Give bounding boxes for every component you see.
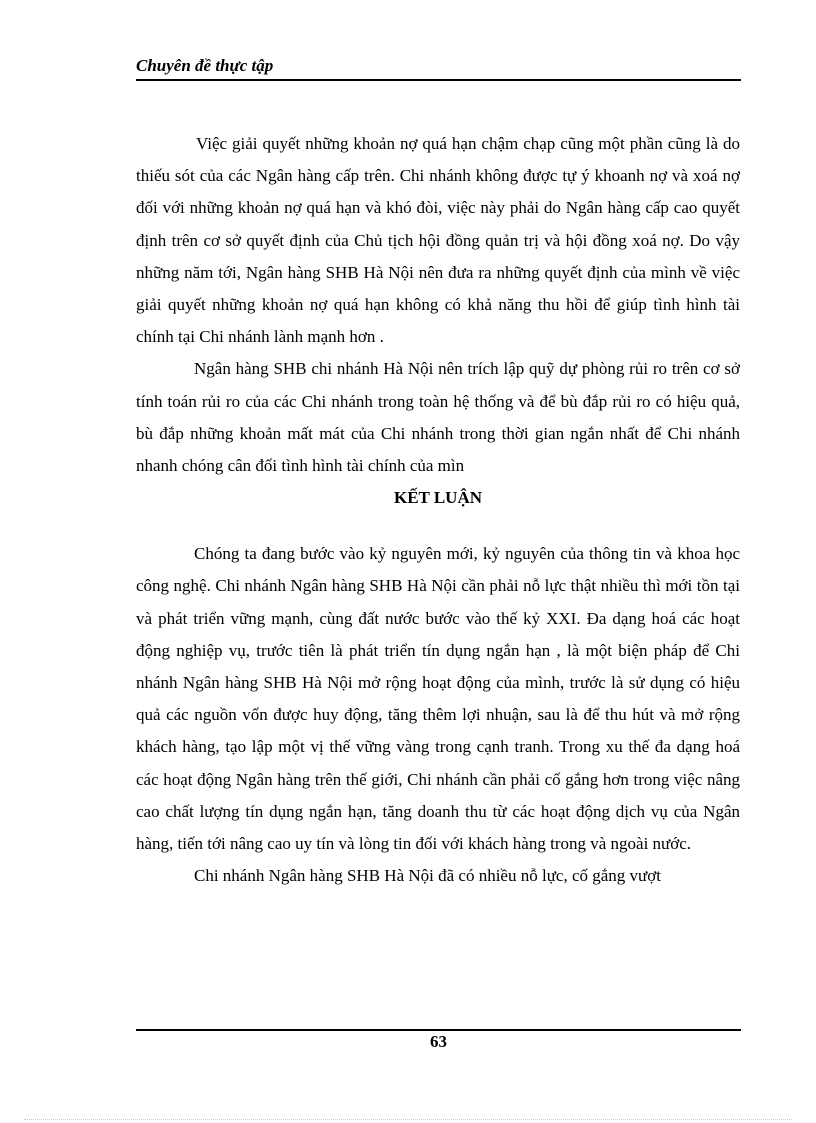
paragraph-risk-provision: Ngân hàng SHB chi nhánh Hà Nội nên trích lập quỹ dự phòng rủi ro trên cơ sở tính toán rủi ro của các Chi nhánh trong toàn hệ thống và để bù đắp rủi ro có hiệu quả, bù đắp những khoản mất mát của Chi nhánh trong thời gian ngắn nhất để Chi nhánh nhanh chóng cân đối tình hình tài chính của mìn — [136, 359, 740, 476]
footer-divider — [136, 1029, 741, 1031]
section-heading-conclusion: KẾT LUẬN — [393, 488, 482, 508]
running-header-title: Chuyên đề thực tập — [136, 56, 274, 75]
paragraph-conclusion-continued: Chi nhánh Ngân hàng SHB Hà Nội đã có nhiều nỗ lực, cố gắng vượt — [194, 866, 661, 886]
header-divider — [136, 79, 741, 81]
page-number: 63 — [430, 1032, 447, 1051]
page-edge-dotted-line — [24, 1119, 792, 1120]
paragraph-conclusion-intro: Chóng ta đang bước vào kỷ nguyên mới, kỷ nguyên của thông tin và khoa học công nghệ. Chi nhánh Ngân hàng SHB Hà Nội cần phải nỗ lực thật nhiều thì mới tồn tại và phát triển vững mạnh, cùng đất nước bước vào thế kỷ XXI. Đa dạng hoá các hoạt động nghiệp vụ, trước tiên là phát triển tín dụng ngắn hạn , là một biện pháp để Chi nhánh Ngân hàng SHB Hà Nội mở rộng hoạt động của mình, trước là sử dụng có hiệu quả các nguồn vốn được huy động, tăng thêm lợi nhuận, sau là để thu hút và mở rộng khách hàng, tạo lập một vị thế vững vàng trong cạnh tranh. Trong xu thế đa dạng hoá các hoạt động Ngân hàng trên thế giới, Chi nhánh cần phải cố gắng hơn trong việc nâng cao chất lượng tín dụng ngắn hạn, tăng doanh thu từ các hoạt động dịch vụ của Ngân hàng, tiến tới nâng cao uy tín và lòng tin đối với khách hàng trong và ngoài nước. — [136, 544, 740, 854]
page-body — [136, 128, 740, 892]
paragraph-debt-resolution: Việc giải quyết những khoản nợ quá hạn chậm chạp cũng một phần cũng là do thiếu sót của các Ngân hàng cấp trên. Chi nhánh không được tự ý khoanh nợ và xoá nợ đối với những khoản nợ quá hạn và khó đòi, việc này phải do Ngân hàng cấp cao quyết định trên cơ sở quyết định của Chủ tịch hội đồng quản trị và hội đồng xoá nợ. Do vậy những năm tới, Ngân hàng SHB Hà Nội nên đưa ra những quyết định của mình về việc giải quyết những khoản nợ quá hạn không có khả năng thu hồi để giúp tình hình tài chính tại Chi nhánh lành mạnh hơn . — [136, 134, 740, 347]
section-spacer — [136, 514, 740, 538]
